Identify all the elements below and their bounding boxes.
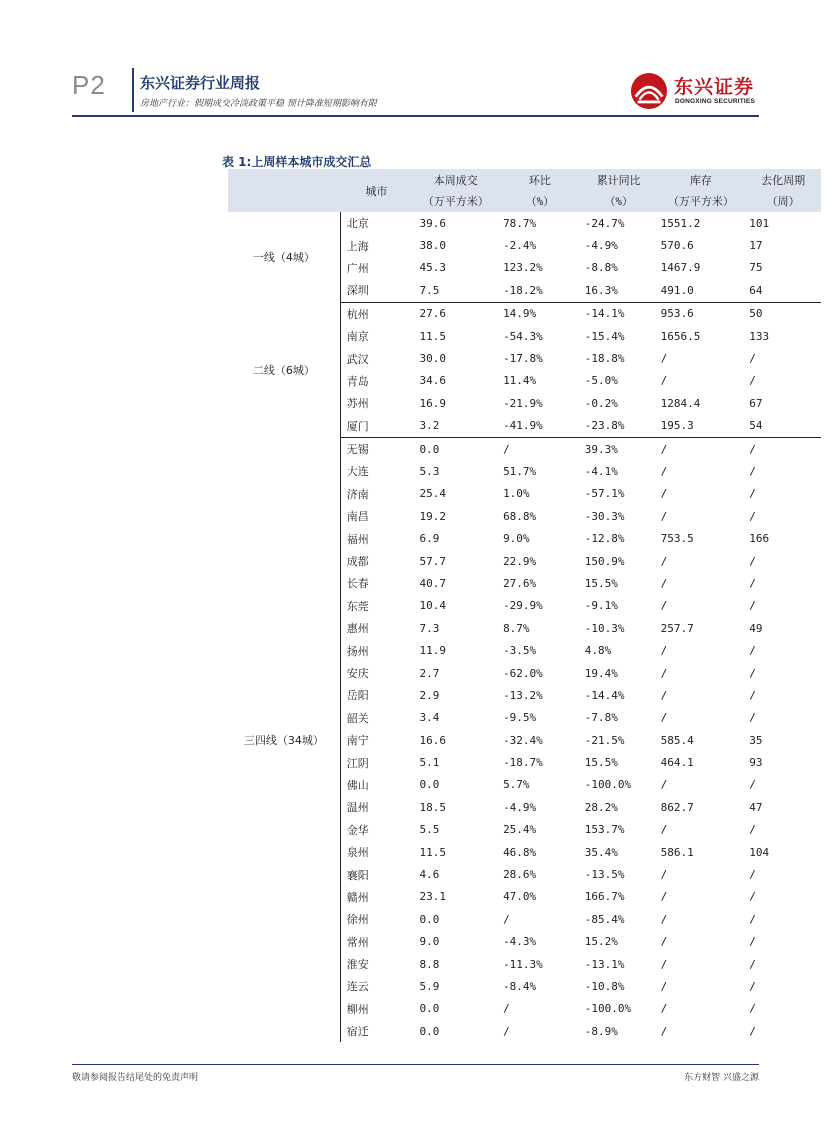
cell-yoy: 35.4% [584, 845, 618, 859]
cell-volume: 3.2 [412, 415, 499, 438]
cell-yoy: 150.9% [584, 554, 625, 568]
cell-wow: -4.9% [503, 800, 537, 814]
cell-city: 金华 [346, 823, 369, 837]
cell-inventory: / [660, 352, 668, 366]
cell-yoy: -24.7% [584, 216, 625, 230]
cell-yoy: -14.4% [584, 688, 625, 702]
cell-cycle: 64 [745, 279, 821, 302]
cell-wow: / [503, 442, 510, 456]
cell-volume: 9.0 [419, 935, 440, 949]
footer-rule [72, 1064, 759, 1065]
cell-cycle: / [749, 442, 756, 456]
cell-cycle: 166 [749, 532, 770, 546]
cell-city: 佛山 [346, 778, 369, 792]
cell-cycle: 35 [749, 733, 763, 747]
cell-city: 福州 [346, 532, 369, 546]
cell-yoy: -13.5% [584, 868, 625, 882]
cell-cycle: 75 [749, 261, 763, 275]
cell-volume: 7.3 [419, 621, 440, 635]
cell-cycle: / [749, 711, 756, 725]
table-caption: 表 1:上周样本城市成交汇总 [222, 155, 372, 169]
cell-volume: 45.3 [419, 261, 446, 275]
table-row [228, 437, 821, 460]
cell-cycle: / [749, 464, 756, 478]
cell-yoy: -4.9% [584, 239, 618, 253]
cell-wow: -54.3% [503, 329, 543, 343]
cell-city: 惠州 [346, 622, 369, 636]
cell-volume: 39.6 [419, 216, 446, 230]
cell-city: 南昌 [346, 510, 369, 524]
cell-city: 深圳 [340, 279, 412, 302]
header-yoy: 累计同比 [581, 169, 657, 191]
cell-cycle: / [749, 823, 756, 837]
cell-yoy: -10.8% [584, 979, 625, 993]
cell-inventory: 491.0 [657, 279, 746, 302]
cell-cycle: / [749, 935, 756, 949]
cell-wow: 46.8% [503, 845, 537, 859]
cell-wow: 25.4% [503, 823, 537, 837]
cell-wow: -18.2% [499, 279, 581, 302]
cell-cycle: 133 [749, 329, 770, 343]
cell-yoy: -4.1% [584, 464, 618, 478]
cell-cycle: / [749, 374, 756, 388]
cell-volume: 0.0 [419, 442, 440, 456]
cell-volume: 5.9 [419, 979, 440, 993]
cell-wow: 28.6% [503, 868, 537, 882]
cell-city: 无锡 [346, 443, 369, 457]
cell-yoy: 19.4% [584, 666, 618, 680]
header-cycle: 去化周期 [745, 169, 821, 191]
cell-inventory: 953.6 [660, 307, 694, 321]
cell-cycle: 104 [749, 845, 770, 859]
cell-inventory: / [660, 1024, 668, 1038]
cell-volume: 5.5 [419, 823, 440, 837]
table-body [228, 212, 821, 1042]
cell-city: 大连 [346, 465, 369, 479]
cell-volume: 0.0 [419, 912, 440, 926]
cell-wow: / [503, 1024, 510, 1038]
cell-volume: 40.7 [419, 576, 446, 590]
cell-cycle: / [749, 778, 756, 792]
header-divider [132, 68, 134, 112]
cell-city: 广州 [346, 261, 369, 275]
cell-yoy: -21.5% [584, 733, 625, 747]
cell-yoy: -5.0% [584, 374, 618, 388]
cell-cycle: / [749, 644, 756, 658]
cell-city: 淮安 [346, 958, 369, 972]
cell-inventory: / [660, 1002, 668, 1016]
cell-inventory: 257.7 [660, 621, 694, 635]
cell-city: 杭州 [346, 307, 369, 321]
tier-label: 二线（6城） [228, 302, 340, 437]
cell-inventory: / [660, 890, 668, 904]
cell-cycle: / [749, 868, 756, 882]
cell-yoy: 28.2% [584, 800, 618, 814]
cell-volume: 25.4 [419, 487, 446, 501]
cell-volume: 7.5 [412, 279, 499, 302]
cell-inventory: / [660, 912, 668, 926]
cell-city: 济南 [346, 487, 369, 501]
cell-inventory: 1467.9 [660, 261, 701, 275]
cell-yoy: 4.8% [584, 644, 612, 658]
company-logo [630, 70, 770, 112]
cell-inventory: / [660, 823, 668, 837]
cell-cycle: / [749, 487, 756, 501]
table-row [228, 212, 821, 234]
cell-wow: 78.7% [503, 216, 537, 230]
cell-inventory: / [660, 688, 668, 702]
cell-cycle: / [749, 688, 756, 702]
cell-wow: 123.2% [503, 261, 543, 275]
cell-inventory: / [660, 666, 668, 680]
cell-yoy: -85.4% [584, 912, 625, 926]
cell-inventory: / [660, 464, 668, 478]
cell-volume: 11.5 [419, 845, 446, 859]
cell-inventory: 585.4 [660, 733, 694, 747]
cell-wow: -8.4% [503, 979, 537, 993]
cell-yoy: -14.1% [584, 307, 625, 321]
cell-volume: 11.5 [419, 329, 446, 343]
cell-wow: -11.3% [503, 957, 543, 971]
page-number: P2 [72, 70, 106, 100]
header-volume-unit: （万平方米） [412, 191, 499, 213]
cell-cycle: / [749, 912, 756, 926]
cell-city: 上海 [346, 239, 369, 253]
cell-wow: 5.7% [503, 778, 530, 792]
cell-yoy: -18.8% [584, 352, 625, 366]
cell-wow: -41.9% [499, 415, 581, 438]
header-tier [228, 169, 340, 212]
cell-volume: 11.9 [419, 644, 446, 658]
cell-wow: -62.0% [503, 666, 543, 680]
cell-volume: 34.6 [419, 374, 446, 388]
cell-inventory: 862.7 [660, 800, 694, 814]
report-subtitle: 房地产行业：假期成交冷淡政策平稳 预计降准短期影响有限 [140, 99, 377, 109]
cell-city: 江阴 [346, 756, 369, 770]
cell-city: 温州 [346, 801, 369, 815]
cell-city: 成都 [346, 555, 369, 569]
cell-city: 长春 [346, 577, 369, 591]
cell-inventory: / [660, 554, 668, 568]
cell-yoy: 15.5% [584, 576, 618, 590]
cell-yoy: -12.8% [584, 532, 625, 546]
cell-cycle: / [749, 890, 756, 904]
cell-wow: -17.8% [503, 352, 543, 366]
cell-cycle: 54 [745, 415, 821, 438]
cell-volume: 5.3 [419, 464, 440, 478]
header-inventory-unit: （万平方米） [657, 191, 746, 213]
cell-yoy: -7.8% [584, 711, 618, 725]
cell-inventory: / [660, 576, 668, 590]
cell-yoy: 15.2% [584, 935, 618, 949]
cell-wow: -2.4% [503, 239, 537, 253]
cell-yoy: -30.3% [584, 509, 625, 523]
cell-city: 常州 [346, 935, 369, 949]
cell-city: 扬州 [346, 644, 369, 658]
cell-wow: / [503, 912, 510, 926]
cell-wow: 14.9% [503, 307, 537, 321]
cell-city: 柳州 [346, 1002, 369, 1016]
cell-wow: -3.5% [503, 644, 537, 658]
cell-inventory: 1656.5 [660, 329, 701, 343]
cell-yoy: 166.7% [584, 890, 625, 904]
cell-cycle: 50 [749, 307, 763, 321]
cell-city: 赣州 [346, 890, 369, 904]
cell-volume: 57.7 [419, 554, 446, 568]
cell-volume: 2.7 [419, 666, 440, 680]
cell-inventory: / [660, 442, 668, 456]
cell-volume: 16.9 [419, 396, 446, 410]
cell-wow: -18.7% [503, 756, 543, 770]
cell-volume: 3.4 [419, 711, 440, 725]
cell-wow: 11.4% [503, 374, 537, 388]
cell-wow: 22.9% [503, 554, 537, 568]
cell-wow: 9.0% [503, 532, 530, 546]
cell-wow: 47.0% [503, 890, 537, 904]
cell-city: 韶关 [346, 711, 369, 725]
cell-city: 武汉 [346, 352, 369, 366]
header-wow-unit: （%） [499, 191, 581, 213]
cell-inventory: / [660, 509, 668, 523]
cell-yoy: -10.3% [584, 621, 625, 635]
cell-cycle: / [749, 509, 756, 523]
cell-cycle: / [749, 1024, 756, 1038]
cell-inventory: / [660, 374, 668, 388]
table-row [228, 302, 821, 325]
cell-volume: 6.9 [419, 532, 440, 546]
cell-volume: 27.6 [419, 307, 446, 321]
cell-cycle: 101 [749, 216, 770, 230]
cell-city: 南京 [346, 330, 369, 344]
cell-city: 连云 [346, 980, 369, 994]
cell-yoy: 39.3% [584, 442, 618, 456]
cell-cycle: / [749, 957, 756, 971]
cell-volume: 30.0 [419, 352, 446, 366]
transaction-summary-table [228, 169, 821, 1042]
cell-inventory: 464.1 [660, 756, 694, 770]
cell-inventory: / [660, 644, 668, 658]
cell-cycle: 93 [749, 756, 763, 770]
cell-city: 北京 [346, 217, 369, 231]
footer-slogan: 东方财智 兴盛之源 [684, 1073, 759, 1083]
cell-yoy: -9.1% [584, 599, 618, 613]
logo-text-en: DONGXING SECURITIES [675, 98, 756, 105]
cell-city: 南宁 [346, 734, 369, 748]
header-wow: 环比 [499, 169, 581, 191]
header-volume: 本周成交 [412, 169, 499, 191]
cell-wow: -4.3% [503, 935, 537, 949]
cell-yoy: -100.0% [584, 1002, 632, 1016]
cell-inventory: / [660, 778, 668, 792]
cell-inventory: 586.1 [660, 845, 694, 859]
header-yoy-unit: （%） [581, 191, 657, 213]
cell-city: 徐州 [346, 913, 369, 927]
cell-volume: 4.6 [419, 868, 440, 882]
cell-yoy: -15.4% [584, 329, 625, 343]
footer-disclaimer: 敬请参阅报告结尾处的免责声明 [72, 1073, 199, 1083]
cell-inventory: 195.3 [657, 415, 746, 438]
cell-cycle: 49 [749, 621, 763, 635]
header-rule [72, 115, 759, 117]
cell-cycle: 17 [749, 239, 763, 253]
cell-wow: -13.2% [503, 688, 543, 702]
cell-volume: 0.0 [419, 1024, 440, 1038]
cell-volume: 18.5 [419, 800, 446, 814]
cell-volume: 0.0 [419, 1002, 440, 1016]
cell-inventory: / [660, 599, 668, 613]
cell-cycle: / [749, 599, 756, 613]
cell-city: 苏州 [346, 397, 369, 411]
table-header-row-1 [228, 169, 821, 191]
cell-wow: 1.0% [503, 487, 530, 501]
cell-volume: 19.2 [419, 509, 446, 523]
cell-cycle: / [749, 1002, 756, 1016]
cell-inventory: / [660, 711, 668, 725]
cell-wow: -32.4% [503, 733, 543, 747]
cell-wow: 68.8% [503, 509, 537, 523]
cell-wow: / [503, 1002, 510, 1016]
cell-cycle: / [749, 576, 756, 590]
cell-yoy: 15.5% [584, 756, 618, 770]
cell-city: 泉州 [346, 846, 369, 860]
cell-wow: 8.7% [503, 621, 530, 635]
cell-wow: -21.9% [503, 396, 543, 410]
cell-wow: 27.6% [503, 576, 537, 590]
cell-volume: 5.1 [419, 756, 440, 770]
cell-volume: 23.1 [419, 890, 446, 904]
header-inventory: 库存 [657, 169, 746, 191]
cell-inventory: / [660, 935, 668, 949]
cell-volume: 38.0 [419, 239, 446, 253]
cell-city: 宿迁 [346, 1025, 369, 1039]
cell-volume: 16.6 [419, 733, 446, 747]
logo-emblem-icon [630, 72, 668, 110]
cell-city: 青岛 [346, 374, 369, 388]
cell-yoy: -8.9% [584, 1024, 618, 1038]
cell-city: 襄阳 [346, 868, 369, 882]
cell-volume: 8.8 [419, 957, 440, 971]
header-city: 城市 [340, 169, 412, 212]
cell-yoy: -100.0% [584, 778, 632, 792]
cell-inventory: 753.5 [660, 532, 694, 546]
cell-yoy: -13.1% [584, 957, 625, 971]
tier-label: 三四线（34城） [228, 437, 340, 1042]
cell-yoy: 16.3% [581, 279, 657, 302]
cell-wow: -29.9% [503, 599, 543, 613]
header-cycle-unit: （周） [745, 191, 821, 213]
cell-cycle: 47 [749, 800, 763, 814]
cell-cycle: / [749, 352, 756, 366]
cell-yoy: -23.8% [581, 415, 657, 438]
tier-label: 一线（4城） [228, 212, 340, 302]
cell-inventory: 1284.4 [660, 396, 701, 410]
cell-cycle: / [749, 666, 756, 680]
cell-inventory: 1551.2 [660, 216, 701, 230]
cell-city: 厦门 [340, 415, 412, 438]
cell-volume: 10.4 [419, 599, 446, 613]
cell-wow: -9.5% [503, 711, 537, 725]
cell-yoy: 153.7% [584, 823, 625, 837]
cell-yoy: -0.2% [584, 396, 618, 410]
cell-inventory: 570.6 [660, 239, 694, 253]
cell-volume: 2.9 [419, 688, 440, 702]
cell-inventory: / [660, 868, 668, 882]
cell-wow: 51.7% [503, 464, 537, 478]
cell-inventory: / [660, 979, 668, 993]
cell-cycle: / [749, 554, 756, 568]
cell-inventory: / [660, 487, 668, 501]
cell-volume: 0.0 [419, 778, 440, 792]
logo-text-cn: 东兴证券 [674, 76, 755, 98]
cell-inventory: / [660, 957, 668, 971]
cell-city: 安庆 [346, 667, 369, 680]
cell-cycle: / [749, 979, 756, 993]
cell-city: 东莞 [346, 599, 369, 613]
cell-cycle: 67 [749, 396, 763, 410]
cell-yoy: -8.8% [584, 261, 618, 275]
cell-city: 岳阳 [346, 689, 369, 703]
report-title: 东兴证券行业周报 [140, 74, 261, 92]
cell-yoy: -57.1% [584, 487, 625, 501]
